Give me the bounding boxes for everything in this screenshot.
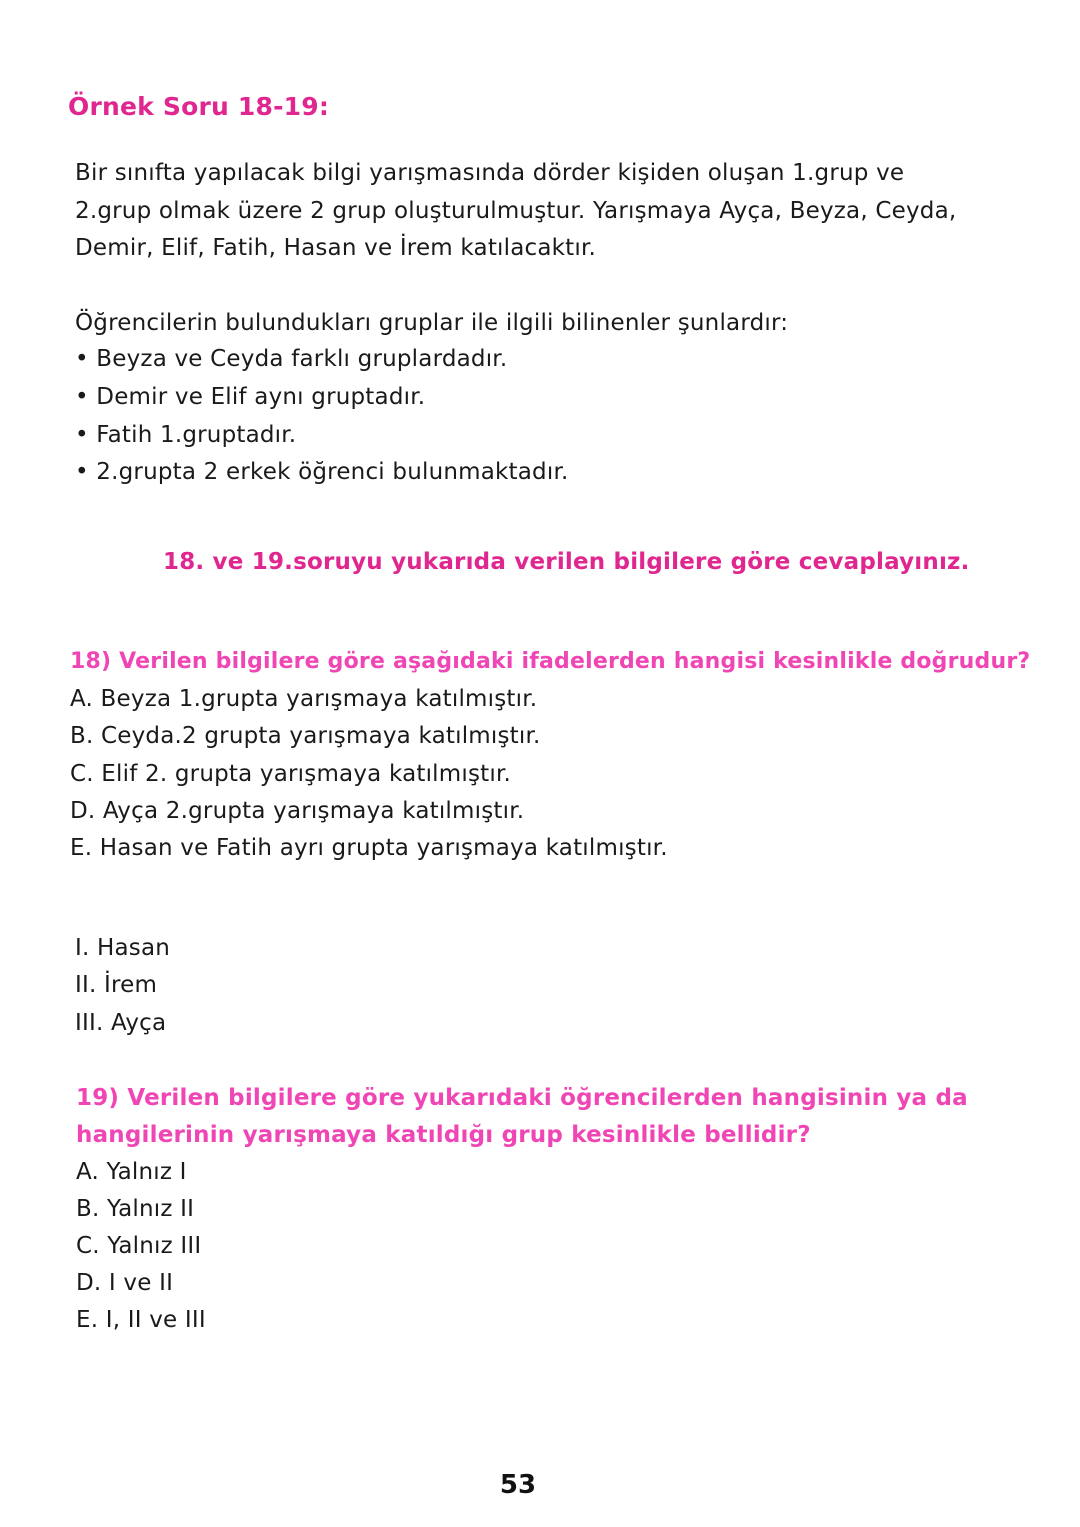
page-title: Örnek Soru 18-19: xyxy=(68,92,330,121)
fact-item: • 2.grupta 2 erkek öğrenci bulunmaktadır. xyxy=(75,459,569,485)
intro-line-2: 2.grup olmak üzere 2 grup oluşturulmuştur. Yarışmaya Ayça, Beyza, Ceyda, xyxy=(75,198,957,224)
q18-option-e: E. Hasan ve Fatih ayrı grupta yarışmaya katılmıştır. xyxy=(70,835,668,861)
roman-item-2: II. İrem xyxy=(75,972,158,998)
question-18: 18) Verilen bilgilere göre aşağıdaki ifadelerden hangisi kesinlikle doğrudur? xyxy=(70,649,1031,674)
q19-option-a: A. Yalnız I xyxy=(76,1159,187,1185)
q19-option-e: E. I, II ve III xyxy=(76,1307,206,1333)
q18-option-d: D. Ayça 2.grupta yarışmaya katılmıştır. xyxy=(70,798,525,824)
roman-item-1: I. Hasan xyxy=(75,935,171,961)
intro-line-1: Bir sınıfta yapılacak bilgi yarışmasında dörder kişiden oluşan 1.grup ve xyxy=(75,160,905,186)
instruction-text: 18. ve 19.soruyu yukarıda verilen bilgilere göre cevaplayınız. xyxy=(163,549,970,575)
roman-item-3: III. Ayça xyxy=(75,1010,167,1036)
q18-option-a: A. Beyza 1.grupta yarışmaya katılmıştır. xyxy=(70,686,538,712)
question-19-line-2: hangilerinin yarışmaya katıldığı grup kesinlikle bellidir? xyxy=(76,1122,811,1148)
question-19-line-1: 19) Verilen bilgilere göre yukarıdaki öğrencilerden hangisinin ya da xyxy=(76,1085,968,1111)
facts-header: Öğrencilerin bulundukları gruplar ile ilgili bilinenler şunlardır: xyxy=(75,310,789,336)
fact-item: • Fatih 1.gruptadır. xyxy=(75,422,297,448)
intro-line-3: Demir, Elif, Fatih, Hasan ve İrem katılacaktır. xyxy=(75,235,597,261)
fact-item: • Demir ve Elif aynı gruptadır. xyxy=(75,384,426,410)
q18-option-c: C. Elif 2. grupta yarışmaya katılmıştır. xyxy=(70,761,512,787)
q19-option-c: C. Yalnız III xyxy=(76,1233,202,1259)
page-number: 53 xyxy=(499,1470,537,1500)
q18-option-b: B. Ceyda.2 grupta yarışmaya katılmıştır. xyxy=(70,723,541,749)
q19-option-d: D. I ve II xyxy=(76,1270,174,1296)
q19-option-b: B. Yalnız II xyxy=(76,1196,195,1222)
fact-item: • Beyza ve Ceyda farklı gruplardadır. xyxy=(75,346,508,372)
